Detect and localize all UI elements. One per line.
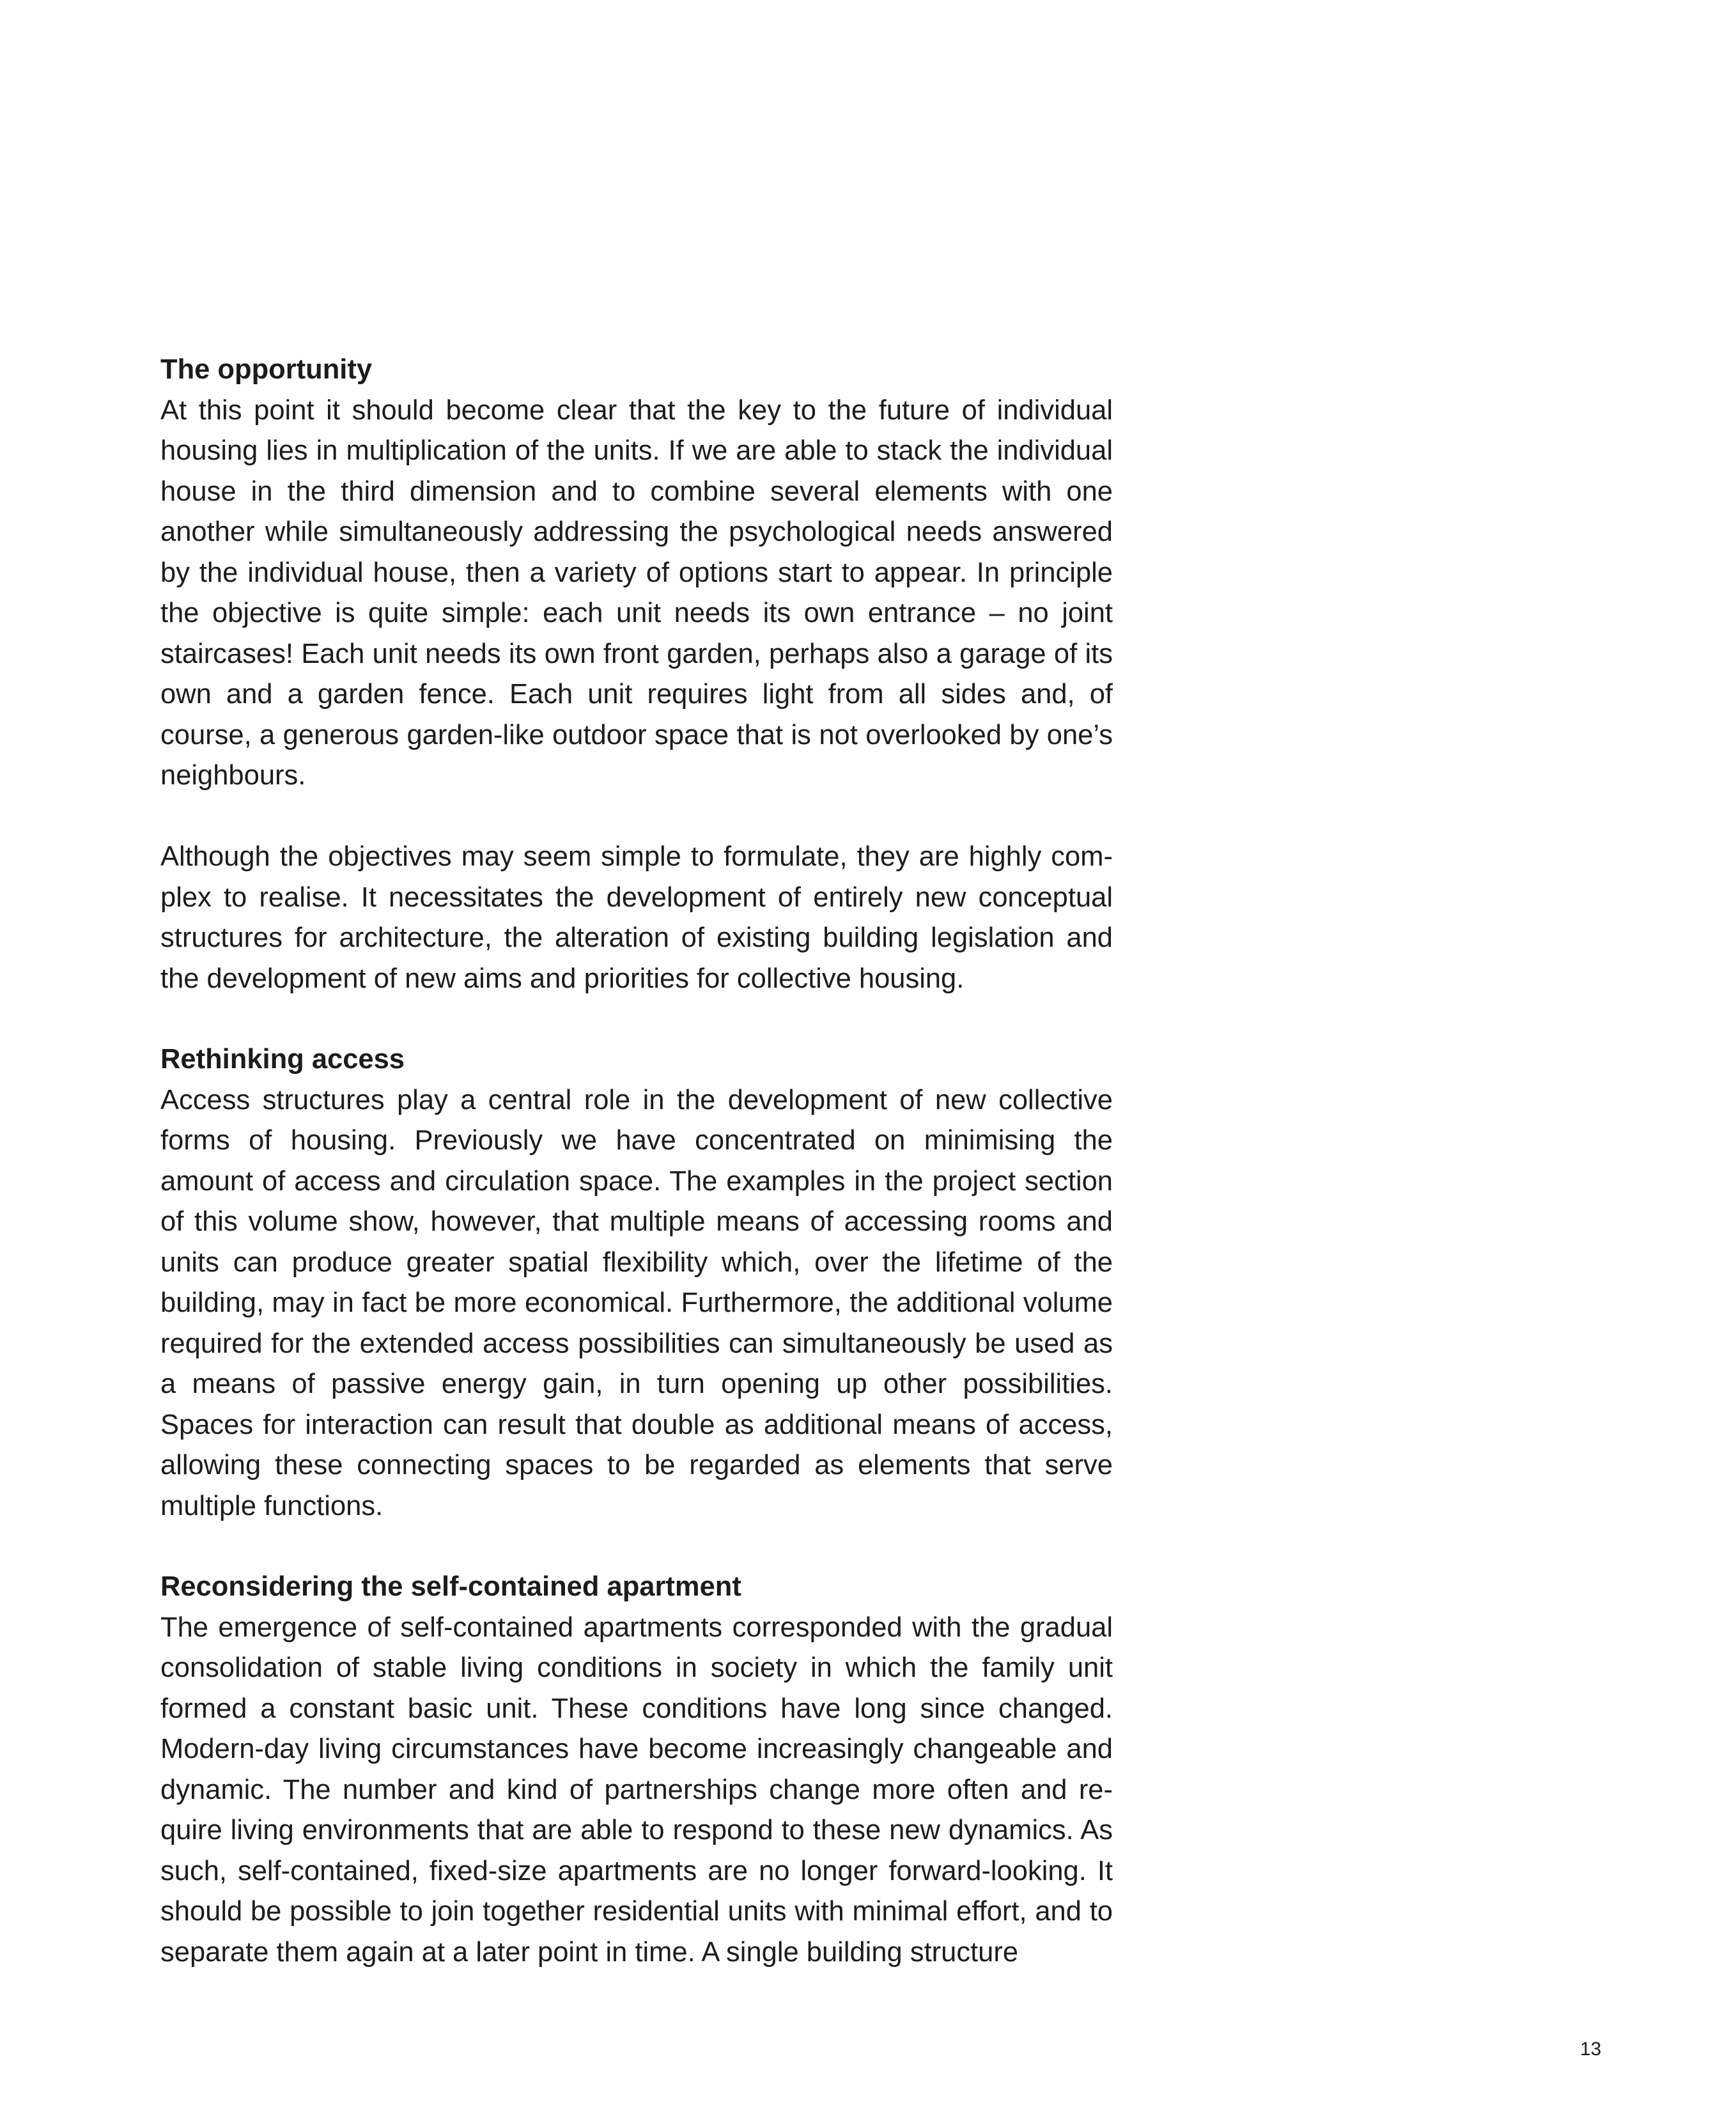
body-paragraph: At this point it should become clear that the key to the future of individual housing lies in multiplication of the units. If we are able to stack the individual house in the third dimension and to combine several elements with one another while simultaneously addressing the psychological needs answered by the individual house, then a variety of options start to appear. In principle the objective is quite simple: each unit needs its own entrance – no joint staircases! Each unit needs its own front garden, perhaps also a garage of its own and a garden fence. Each unit requires light from all sides and, of course, a generous garden-like outdoor space that is not overlooked by one’s neighbours.: [160, 394, 1113, 791]
section-heading: Reconsidering the self-contained apartment: [160, 1571, 741, 1602]
body-paragraph: Although the objectives may seem simple to formulate, they are highly complex to realise. It necessitates the development of entirely new conceptual structures for architecture, the alteration of existing building legislation and the development of new aims and priorities for collective housing.: [160, 841, 1113, 994]
section-heading: The opportunity: [160, 354, 373, 385]
body-paragraph: Access structures play a central role in the development of new collective forms of housing. Previously we have concentrated on minimising the amount of access and circulation space. The examples in the project section of this volume show, however, that multiple means of accessing rooms and units can produce greater spatial flexibility which, over the lifetime of the building, may in fact be more economical. Furthermore, the additional volume required for the extended access possibilities can simultaneously be used as a means of passive energy gain, in turn opening up other possibilities. Spaces for interaction can result that double as additional means of access, allowing these connecting spaces to be regarded as elements that serve multiple functions.: [160, 1084, 1113, 1521]
body-paragraph: The emergence of self-contained apartments corresponded with the gradual consolidation of stable living conditions in society in which the family unit formed a constant basic unit. These conditions have long since changed. Modern-day living circumstances have become increasingly changeable and dynamic. The number and kind of partnerships change more often and require living environments that are able to respond to these new dynamics. As such, self-contained, fixed-size apartments are no longer forward-looking. It should be possible to join together residential units with minimal effort, and to separate them again at a later point in time. A single building structure: [160, 1612, 1113, 1968]
section-reconsidering-apartment: [160, 1567, 1113, 1973]
section-the-opportunity: [160, 350, 1113, 999]
section-rethinking-access: [160, 1039, 1113, 1527]
page-number: 13: [1580, 2039, 1602, 2060]
section-heading: Rethinking access: [160, 1044, 405, 1075]
text-column: [160, 350, 1113, 2013]
